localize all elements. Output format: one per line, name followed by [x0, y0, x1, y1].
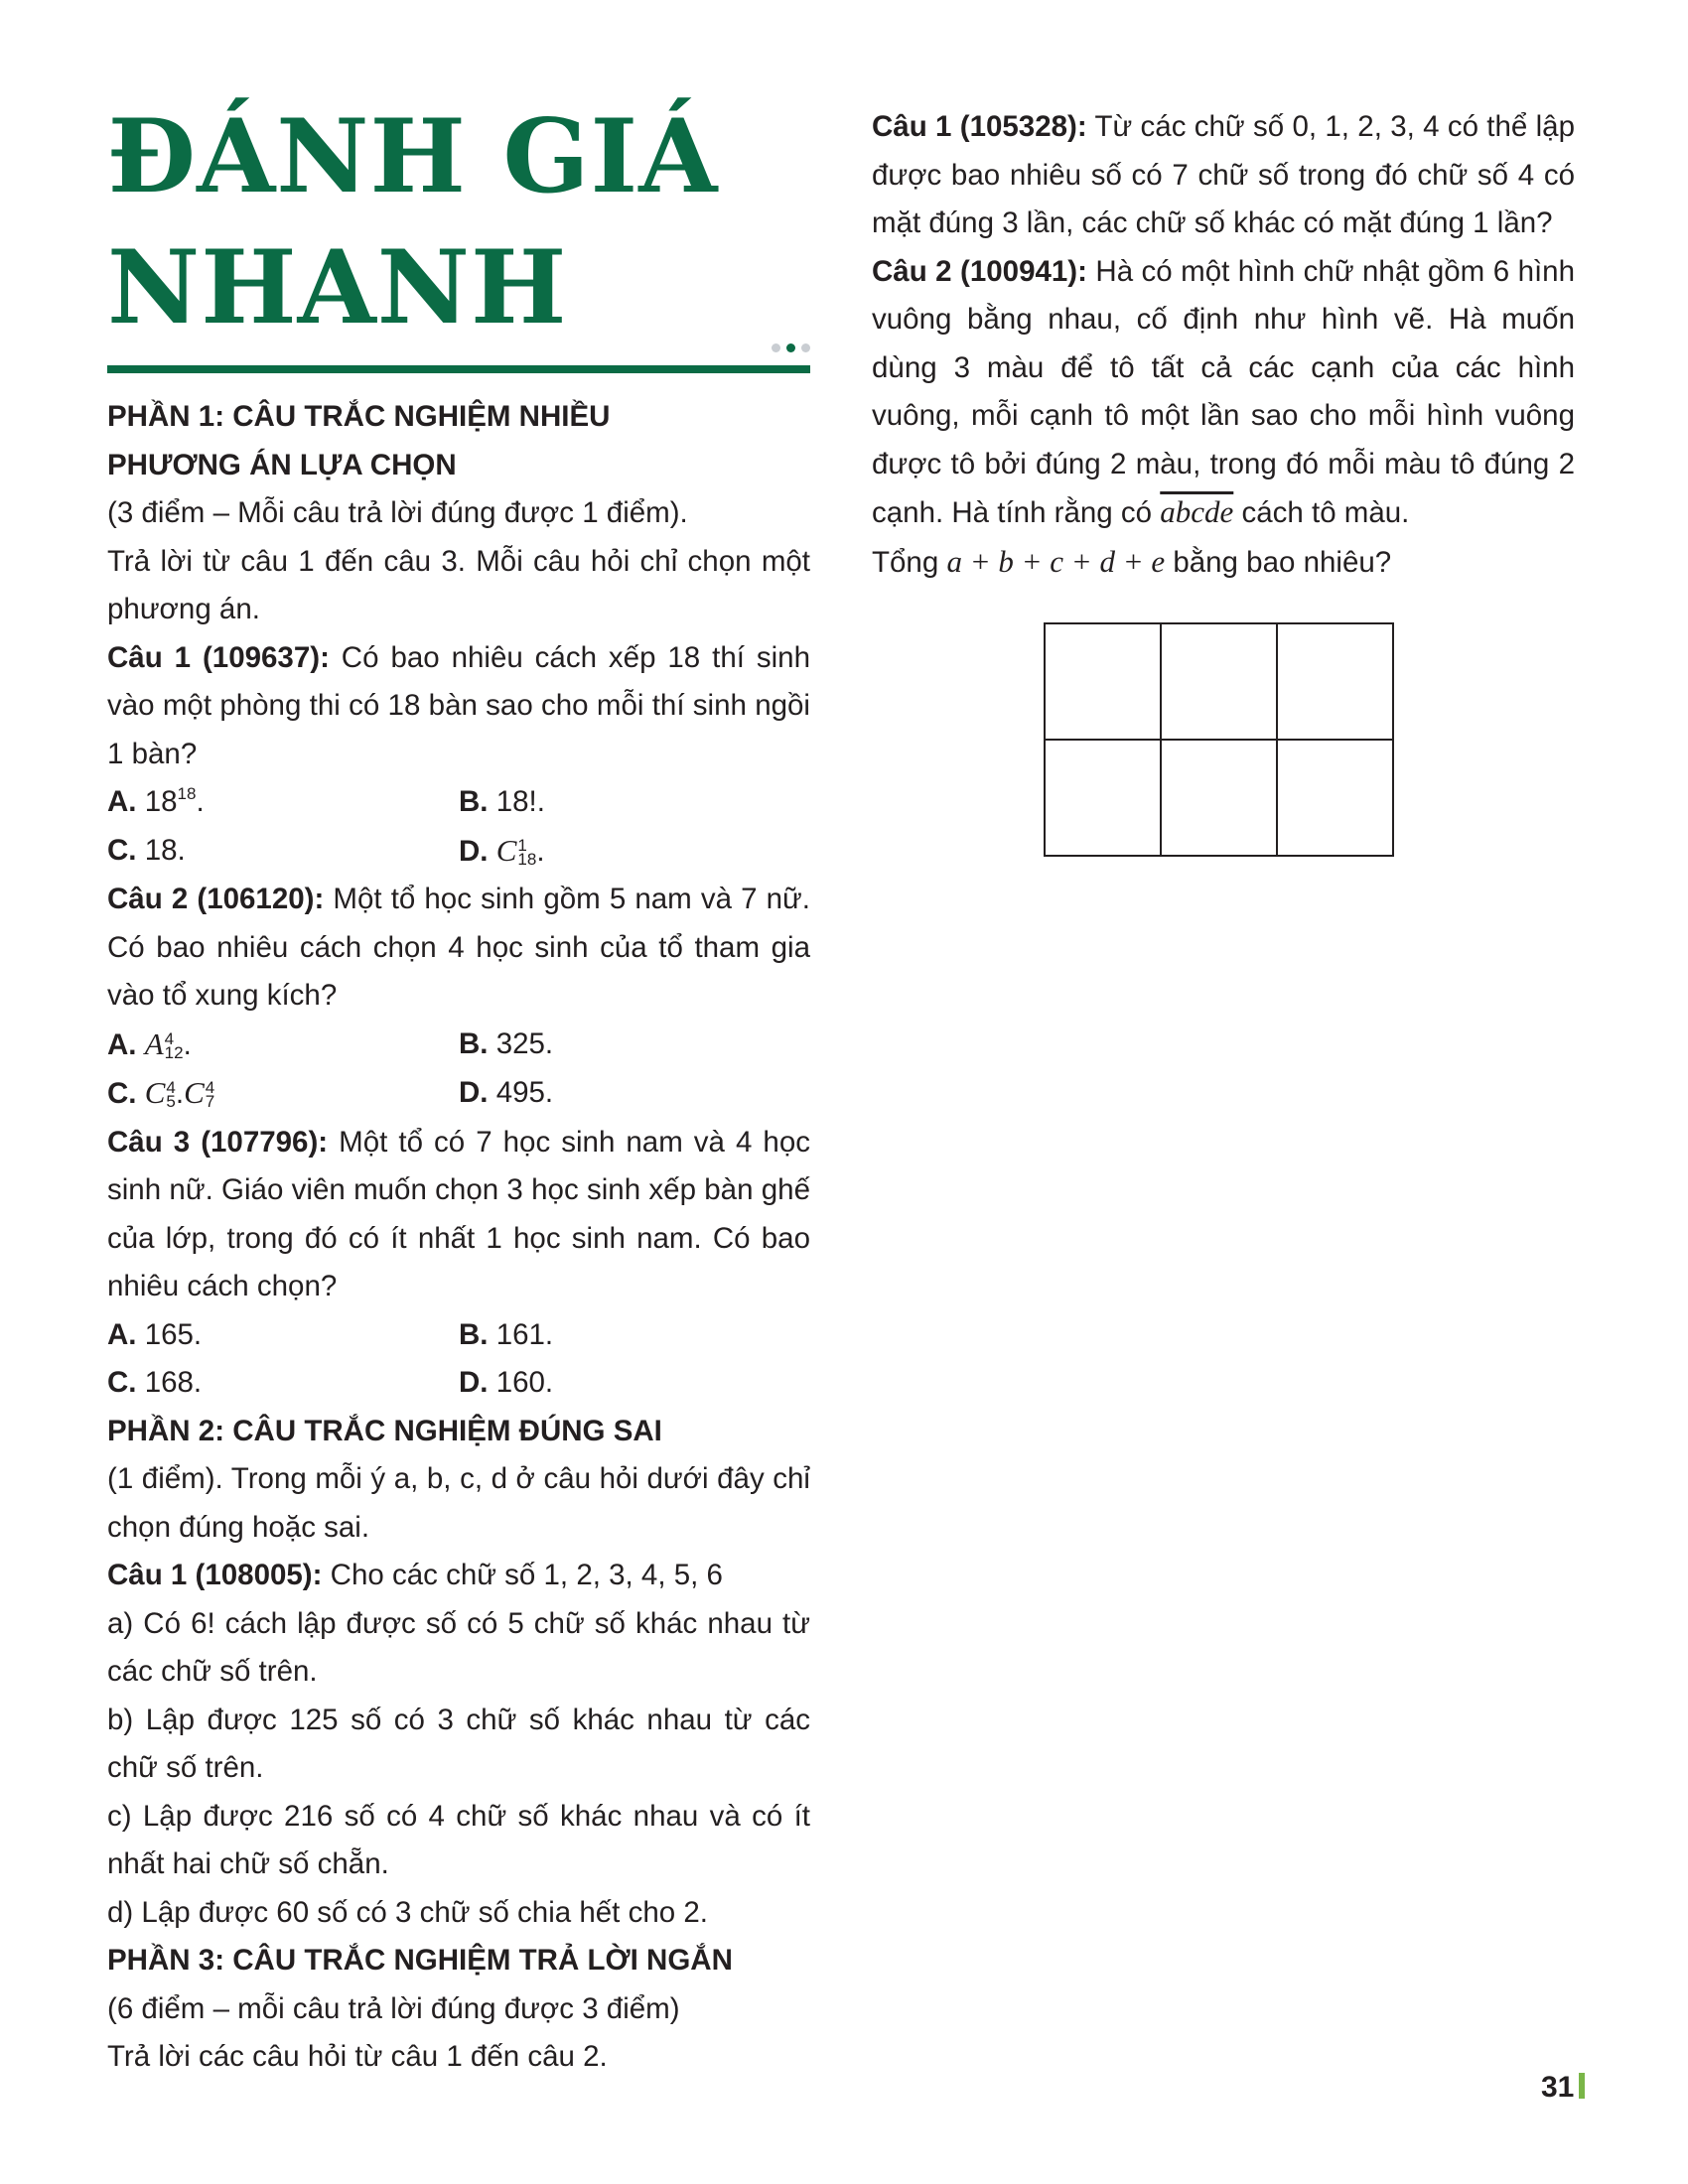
- option-letter: A.: [107, 785, 137, 818]
- part1-q3-answers-cd: [107, 1359, 810, 1408]
- part2-q1-statement-b[interactable]: b) Lập được 125 số có 3 chữ số khác nhau từ các chữ số trên.: [107, 1703, 810, 1784]
- option-letter: D.: [459, 1076, 489, 1109]
- part3-heading: PHẦN 3: CÂU TRẮC NGHIỆM TRẢ LỜI NGẮN: [107, 1944, 733, 1977]
- dot-1: [772, 343, 780, 352]
- sum-expression: a + b + c + d + e: [946, 543, 1166, 579]
- title-dots: [766, 340, 810, 351]
- part1-q1: [107, 634, 810, 779]
- part1-q1-option-b[interactable]: [459, 778, 810, 827]
- page-title: [107, 91, 810, 353]
- title-line-1: ĐÁNH GIÁ: [107, 97, 719, 216]
- option-c-top-2: 4: [205, 1078, 215, 1098]
- part1-heading-line1: PHẦN 1: CÂU TRẮC NGHIỆM NHIỀU: [107, 400, 611, 433]
- option-c-top-1: 4: [166, 1078, 176, 1098]
- option-b-text: 18!.: [495, 785, 545, 818]
- dot-2: [786, 343, 795, 352]
- left-column: [107, 91, 810, 2082]
- grid-square: [1277, 740, 1393, 856]
- part3-q1-text: Từ các chữ số 0, 1, 2, 3, 4 có thể lập được bao nhiêu số có 7 chữ số trong đó chữ số 4 có mặt đúng 3 lần, các chữ số khác có mặt đúng 1 lần?: [872, 110, 1575, 239]
- option-letter: D.: [459, 834, 489, 868]
- part1-q3-option-b[interactable]: [459, 1311, 810, 1360]
- grid-square: [1045, 740, 1161, 856]
- part1-q3-text: Một tổ có 7 học sinh nam và 4 học sinh nữ. Giáo viên muốn chọn 3 học sinh xếp bàn ghế của lớp, trong đó có ít nhất 1 học sinh nam. Có bao nhiêu cách chọn?: [107, 1125, 810, 1302]
- option-d-top: 1: [517, 835, 527, 855]
- part1-score-note: (3 điểm – Mỗi câu trả lời đúng được 1 điểm).: [107, 496, 688, 529]
- part2-note: (1 điểm). Trong mỗi ý a, b, c, d ở câu hỏi dưới đây chỉ chọn đúng hoặc sai.: [107, 1462, 810, 1544]
- title-underline: [107, 365, 810, 373]
- part3-q2: [872, 248, 1575, 538]
- part3-q1-label: Câu 1 (105328):: [872, 110, 1087, 143]
- option-c-bottom-2: 7: [205, 1092, 215, 1112]
- option-c-base-2: C: [184, 1075, 205, 1110]
- part1-q1-text: Có bao nhiêu cách xếp 18 thí sinh vào một phòng thi có 18 bàn sao cho mỗi thí sinh ngồi 1 bàn?: [107, 640, 810, 770]
- part1-q2-answers-ab: [107, 1021, 810, 1070]
- part3-instruction: Trả lời các câu hỏi từ câu 1 đến câu 2.: [107, 2040, 608, 2073]
- part1-q1-option-d[interactable]: D. C 1 18 .: [459, 832, 545, 869]
- option-a-bottom: 12: [164, 1042, 184, 1062]
- grid-square: [1045, 623, 1161, 740]
- option-a-base: 18: [144, 785, 178, 818]
- part1-q2-option-a[interactable]: A. A 4 12 .: [107, 1025, 192, 1062]
- part3-q2-text: Hà có một hình chữ nhật gồm 6 hình vuông bằng nhau, cố định như hình vẽ. Hà muốn dùng 3 màu để tô tất cả các cạnh của các hình vuông, mỗi cạnh tô một lần sao cho mỗi hình vuông được tô bởi đúng 2 màu, trong đó mỗi màu tô đúng 2 cạnh. Hà tính rằng có: [872, 254, 1575, 529]
- part1-q3: [107, 1119, 810, 1311]
- option-b-text: 161.: [495, 1317, 554, 1351]
- option-letter: C.: [107, 1366, 137, 1399]
- part1-q1-option-a[interactable]: A. $18^{18}$.: [107, 784, 205, 818]
- grid-square: [1161, 740, 1277, 856]
- option-a-base: A: [144, 1025, 164, 1061]
- part1-q1-option-c[interactable]: [107, 827, 459, 877]
- part1-q2-option-b[interactable]: [459, 1021, 810, 1070]
- part3-q2-label: Câu 2 (100941):: [872, 254, 1087, 288]
- sum-suffix: bằng bao nhiêu?: [1165, 545, 1392, 579]
- option-letter: A.: [107, 1317, 137, 1351]
- option-a-top: 4: [164, 1028, 175, 1048]
- page-number-bar: [1579, 2073, 1585, 2099]
- option-c-text: 18.: [144, 833, 186, 867]
- part1-q3-option-c[interactable]: [107, 1359, 459, 1408]
- part3-q2-sum: [872, 538, 1575, 588]
- page-number: 31: [1541, 2071, 1575, 2104]
- option-d-text: 160.: [495, 1366, 554, 1399]
- right-column: [872, 103, 1575, 587]
- option-d-bottom: 18: [517, 849, 537, 869]
- option-b-text: 325.: [495, 1026, 554, 1060]
- grid-square: [1277, 623, 1393, 740]
- option-letter: B.: [459, 785, 489, 818]
- title-line-2: NHANH: [107, 228, 568, 347]
- part2-q1-text: Cho các chữ số 1, 2, 3, 4, 5, 6: [322, 1559, 723, 1591]
- option-c-bottom-1: 5: [166, 1092, 176, 1112]
- option-d-text: 495.: [495, 1076, 554, 1109]
- option-a-exponent: 18: [177, 784, 197, 803]
- part1-q2-label: Câu 2 (106120):: [107, 883, 325, 915]
- part3-q2-overline-number: abcde: [1160, 494, 1234, 529]
- part3-note: (6 điểm – mỗi câu trả lời đúng được 3 điểm): [107, 1991, 680, 2025]
- part3-q1: [872, 103, 1575, 248]
- part1-q2-option-c[interactable]: C. C 4 5 .C 4 7: [107, 1075, 215, 1112]
- option-letter: B.: [459, 1026, 489, 1060]
- option-letter: A.: [107, 1027, 137, 1061]
- part2-q1-statement-a[interactable]: a) Có 6! cách lập được số có 5 chữ số khác nhau từ các chữ số trên.: [107, 1606, 810, 1688]
- part1-q2-option-d[interactable]: [459, 1069, 810, 1119]
- part2-q1-statement-c[interactable]: c) Lập được 216 số có 4 chữ số khác nhau và có ít nhất hai chữ số chẵn.: [107, 1799, 810, 1880]
- part1-q1-answers-cd: [107, 827, 810, 877]
- part1-q2: [107, 876, 810, 1021]
- part1-q1-label: Câu 1 (109637):: [107, 640, 330, 674]
- option-a-text: 165.: [144, 1317, 203, 1351]
- part2-q1-label: Câu 1 (108005):: [107, 1559, 323, 1591]
- part1-q2-text: Một tổ học sinh gồm 5 nam và 7 nữ. Có bao nhiêu cách chọn 4 học sinh của tổ tham gia vào tổ xung kích?: [107, 883, 810, 1012]
- option-letter: D.: [459, 1366, 489, 1399]
- part2-q1-statement-d[interactable]: d) Lập được 60 số có 3 chữ số chia hết cho 2.: [107, 1895, 708, 1929]
- part1-q1-answers-ab: [107, 778, 810, 827]
- part1-q3-option-d[interactable]: [459, 1359, 810, 1408]
- part3-q2-text-after: cách tô màu.: [1233, 496, 1410, 529]
- part2-q1: [107, 1552, 810, 1600]
- part1-instruction: Trả lời từ câu 1 đến câu 3. Mỗi câu hỏi chỉ chọn một phương án.: [107, 544, 810, 625]
- option-letter: B.: [459, 1317, 489, 1351]
- part1-heading: [107, 393, 810, 489]
- dot-3: [801, 343, 810, 352]
- part1-q3-label: Câu 3 (107796):: [107, 1125, 329, 1159]
- option-letter: C.: [107, 1077, 137, 1110]
- part1-q3-option-a[interactable]: [107, 1311, 459, 1360]
- sum-prefix: Tổng: [872, 545, 947, 579]
- option-letter: C.: [107, 833, 137, 867]
- part2-heading: PHẦN 2: CÂU TRẮC NGHIỆM ĐÚNG SAI: [107, 1414, 662, 1447]
- part1-heading-line2: PHƯƠNG ÁN LỰA CHỌN: [107, 448, 457, 481]
- option-d-base: C: [495, 832, 517, 868]
- option-c-base-1: C: [144, 1075, 166, 1110]
- option-c-text: 168.: [144, 1366, 203, 1399]
- part1-q3-answers-ab: [107, 1311, 810, 1360]
- part1-q2-answers-cd: [107, 1069, 810, 1119]
- six-squares-figure: [1043, 621, 1396, 860]
- grid-square: [1161, 623, 1277, 740]
